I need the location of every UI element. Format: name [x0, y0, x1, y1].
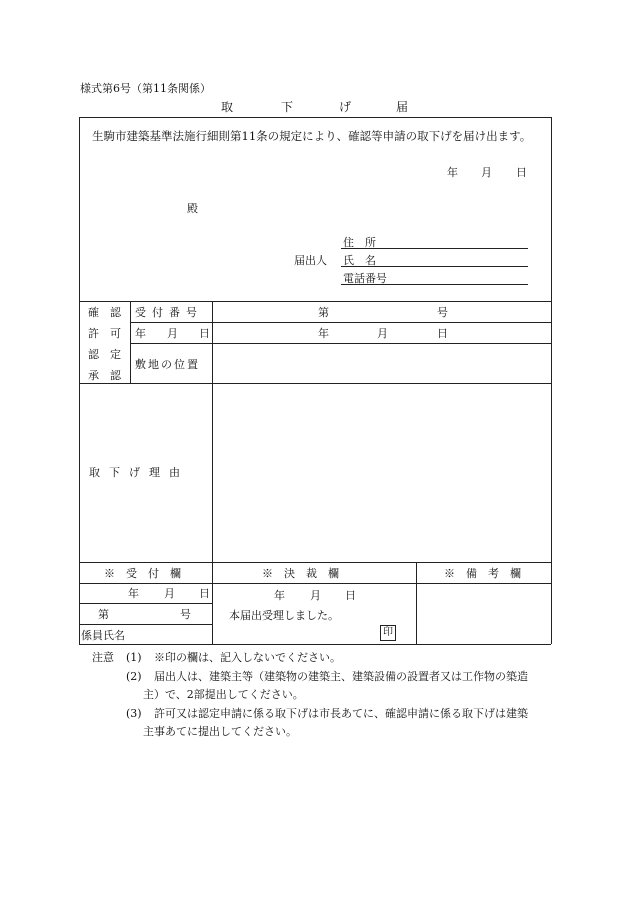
site-location-field[interactable]	[213, 344, 550, 382]
title-char: 下	[281, 100, 294, 114]
officer-name-label: 係員氏名	[81, 629, 125, 642]
site-location-label: 敷地の位置	[135, 358, 200, 371]
phone-label: 電話番号	[343, 272, 387, 285]
label-kyoka: 許 可	[88, 327, 121, 340]
date-month-label: 月	[481, 166, 492, 179]
row2-day: 日	[437, 327, 448, 340]
reason-field[interactable]	[213, 384, 550, 561]
reception-year: 年	[128, 587, 139, 600]
title-char: 届	[396, 100, 409, 114]
note-text: ※印の欄は、記入しないでください。	[154, 651, 341, 664]
accepted-text: 本届出受理しました。	[229, 609, 339, 622]
reception-header: ※ 受 付 欄	[104, 567, 181, 580]
note-number: (3)	[126, 707, 142, 720]
note-text: 届出人は、建築主等（建築物の建築主、建築設備の設置者又は工作物の築造	[154, 670, 528, 683]
note-number: (1)	[126, 651, 142, 664]
row2-label-year: 年	[135, 327, 146, 340]
applicant-label: 届出人	[294, 254, 327, 267]
addressee-suffix: 殿	[187, 202, 198, 215]
form-number: 様式第6号（第11条関係）	[80, 82, 211, 95]
row2-label-day: 日	[199, 327, 210, 340]
label-shonin: 承 認	[88, 369, 121, 382]
note-text: 許可又は認定申請に係る取下げは市長あてに、確認申請に係る取下げは建築	[154, 707, 528, 720]
receipt-number-prefix: 第	[318, 306, 329, 319]
note-text-continued: 主事あてに提出してください。	[143, 725, 297, 738]
title-char: げ	[339, 100, 352, 114]
note-text-continued: 主）で、2部提出してください。	[143, 688, 304, 701]
date-day-label: 日	[516, 166, 527, 179]
reception-month: 月	[164, 587, 175, 600]
reception-no-prefix: 第	[98, 608, 109, 621]
reception-no-suffix: 号	[180, 608, 191, 621]
label-kakunin: 確 認	[88, 306, 121, 319]
decision-month: 月	[310, 589, 321, 602]
phone-field[interactable]	[341, 284, 528, 285]
receipt-number-suffix: 号	[437, 306, 448, 319]
note-number: (2)	[126, 670, 142, 683]
address-field[interactable]	[341, 248, 528, 249]
row2-label-month: 月	[167, 327, 178, 340]
remarks-header: ※ 備 考 欄	[444, 567, 521, 580]
name-label: 氏 名	[343, 254, 376, 267]
receipt-number-label: 受付番号	[135, 306, 203, 319]
date-year-label: 年	[447, 166, 458, 179]
row2-year: 年	[318, 327, 329, 340]
decision-day: 日	[345, 589, 356, 602]
reason-label: 取下げ理由	[89, 466, 189, 479]
title-char: 取	[221, 100, 234, 114]
statement-text: 生駒市建築基準法施行細則第11条の規定により、確認等申請の取下げを届け出ます。	[92, 129, 532, 143]
address-label: 住 所	[343, 236, 376, 249]
decision-header: ※ 決 裁 欄	[262, 567, 339, 580]
row2-month: 月	[377, 327, 388, 340]
reception-day: 日	[199, 587, 210, 600]
seal-mark: 印	[380, 625, 396, 641]
decision-year: 年	[274, 589, 285, 602]
label-nintei: 認 定	[88, 348, 121, 361]
notes-label: 注意	[92, 651, 114, 664]
name-field[interactable]	[341, 266, 528, 267]
